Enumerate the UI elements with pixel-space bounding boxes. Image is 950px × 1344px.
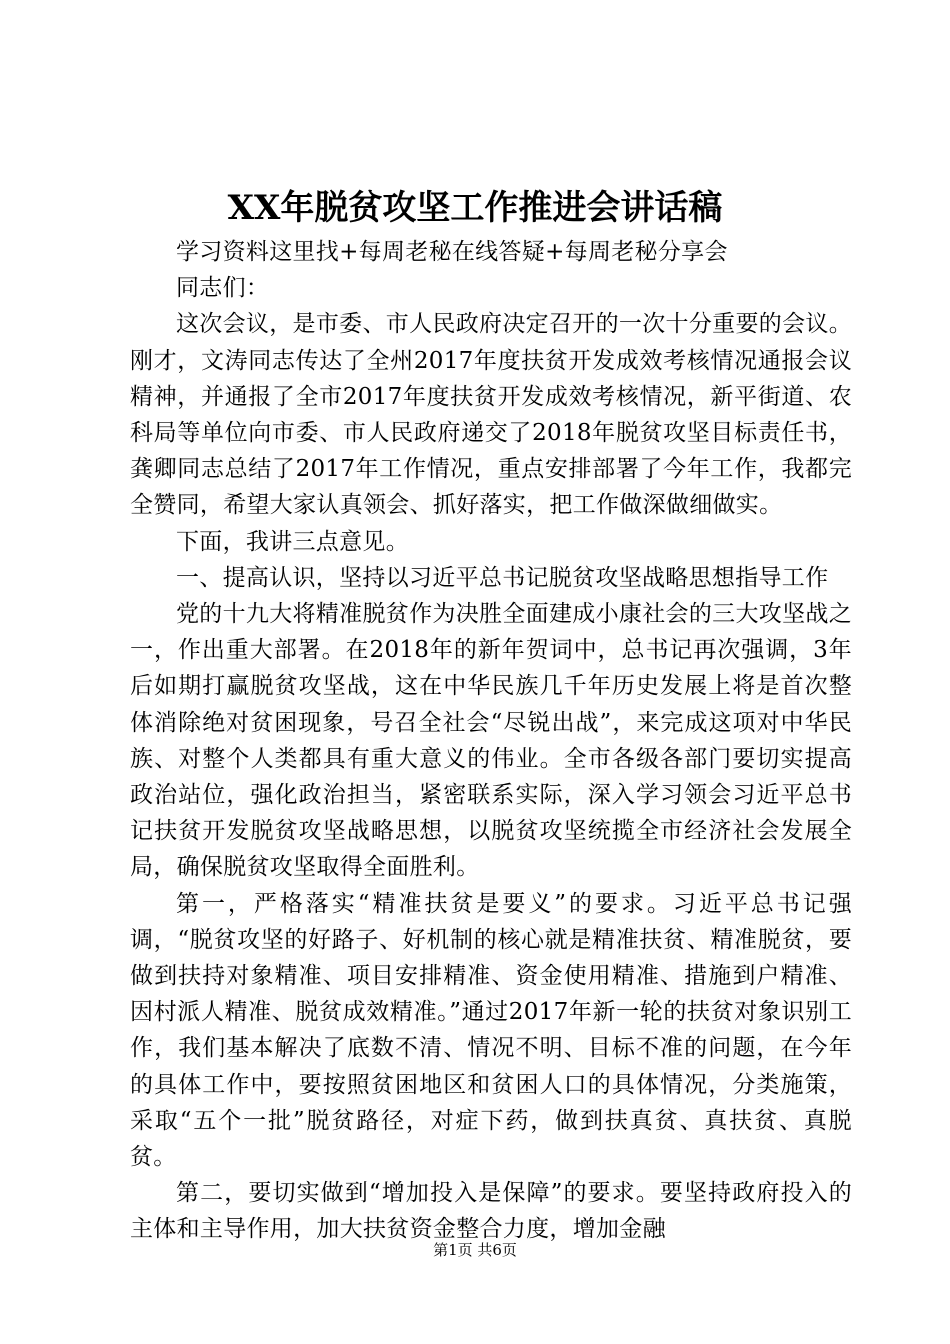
page-footer: 第1页 共6页 (433, 1241, 517, 1259)
paragraph-transition: 下面，我讲三点意见。 (176, 528, 409, 555)
paragraph-section-one: 党的十九大将精准脱贫作为决胜全面建成小康社会的三大攻坚战之一，作出重大部署。在2018年的新年贺词中，总书记再次强调，3年后如期打赢脱贫攻坚战，这在中华民族几千年历史发展上将是首次整体消除绝对贫困现象，号召全社会“尽锐出战”，来完成这项对中华民族、对整个人类都具有重大意义的伟业。全市各级各部门要切实提高政治站位，强化政治担当，紧密联系实际，深入学习领会习近平总书记扶贫开发脱贫攻坚战略思想，以脱贫攻坚统揽全市经济社会发展全局，确保脱贫攻坚取得全面胜利。 (130, 601, 852, 881)
document-body (130, 234, 852, 1248)
section-heading-one: 一、提高认识，坚持以习近平总书记脱贫攻坚战略思想指导工作 (176, 564, 829, 591)
paragraph-intro-note: 学习资料这里找+每周老秘在线答疑+每周老秘分享会 (176, 239, 728, 265)
document-title: XX年脱贫攻坚工作推进会讲话稿 (227, 188, 723, 228)
paragraph-point-two: 第二，要切实做到“增加投入是保障”的要求。要坚持政府投入的主体和主导作用，加大扶贫资金整合力度，增加金融 (130, 1180, 852, 1243)
paragraph-point-one: 第一，严格落实“精准扶贫是要义”的要求。习近平总书记强调，“脱贫攻坚的好路子、好机制的核心就是精准扶贫、精准脱贫，要做到扶持对象精准、项目安排精准、资金使用精准、措施到户精准、因村派人精准、脱贫成效精准。”通过2017年新一轮的扶贫对象识别工作，我们基本解决了底数不清、情况不明、目标不准的问题，在今年的具体工作中，要按照贫困地区和贫困人口的具体情况，分类施策，采取“五个一批”脱贫路径，对症下药，做到扶真贫、真扶贫、真脱贫。 (130, 890, 852, 1171)
paragraph-opening: 这次会议，是市委、市人民政府决定召开的一次十分重要的会议。刚才，文涛同志传达了全州2017年度扶贫开发成效考核情况通报会议精神，并通报了全市2017年度扶贫开发成效考核情况，新平街道、农科局等单位向市委、市人民政府递交了2018年脱贫攻坚目标责任书，龚卿同志总结了2017年工作情况，重点安排部署了今年工作，我都完全赞同，希望大家认真领会、抓好落实，把工作做深做细做实。 (130, 311, 852, 519)
paragraph-salutation: 同志们： (176, 275, 270, 302)
